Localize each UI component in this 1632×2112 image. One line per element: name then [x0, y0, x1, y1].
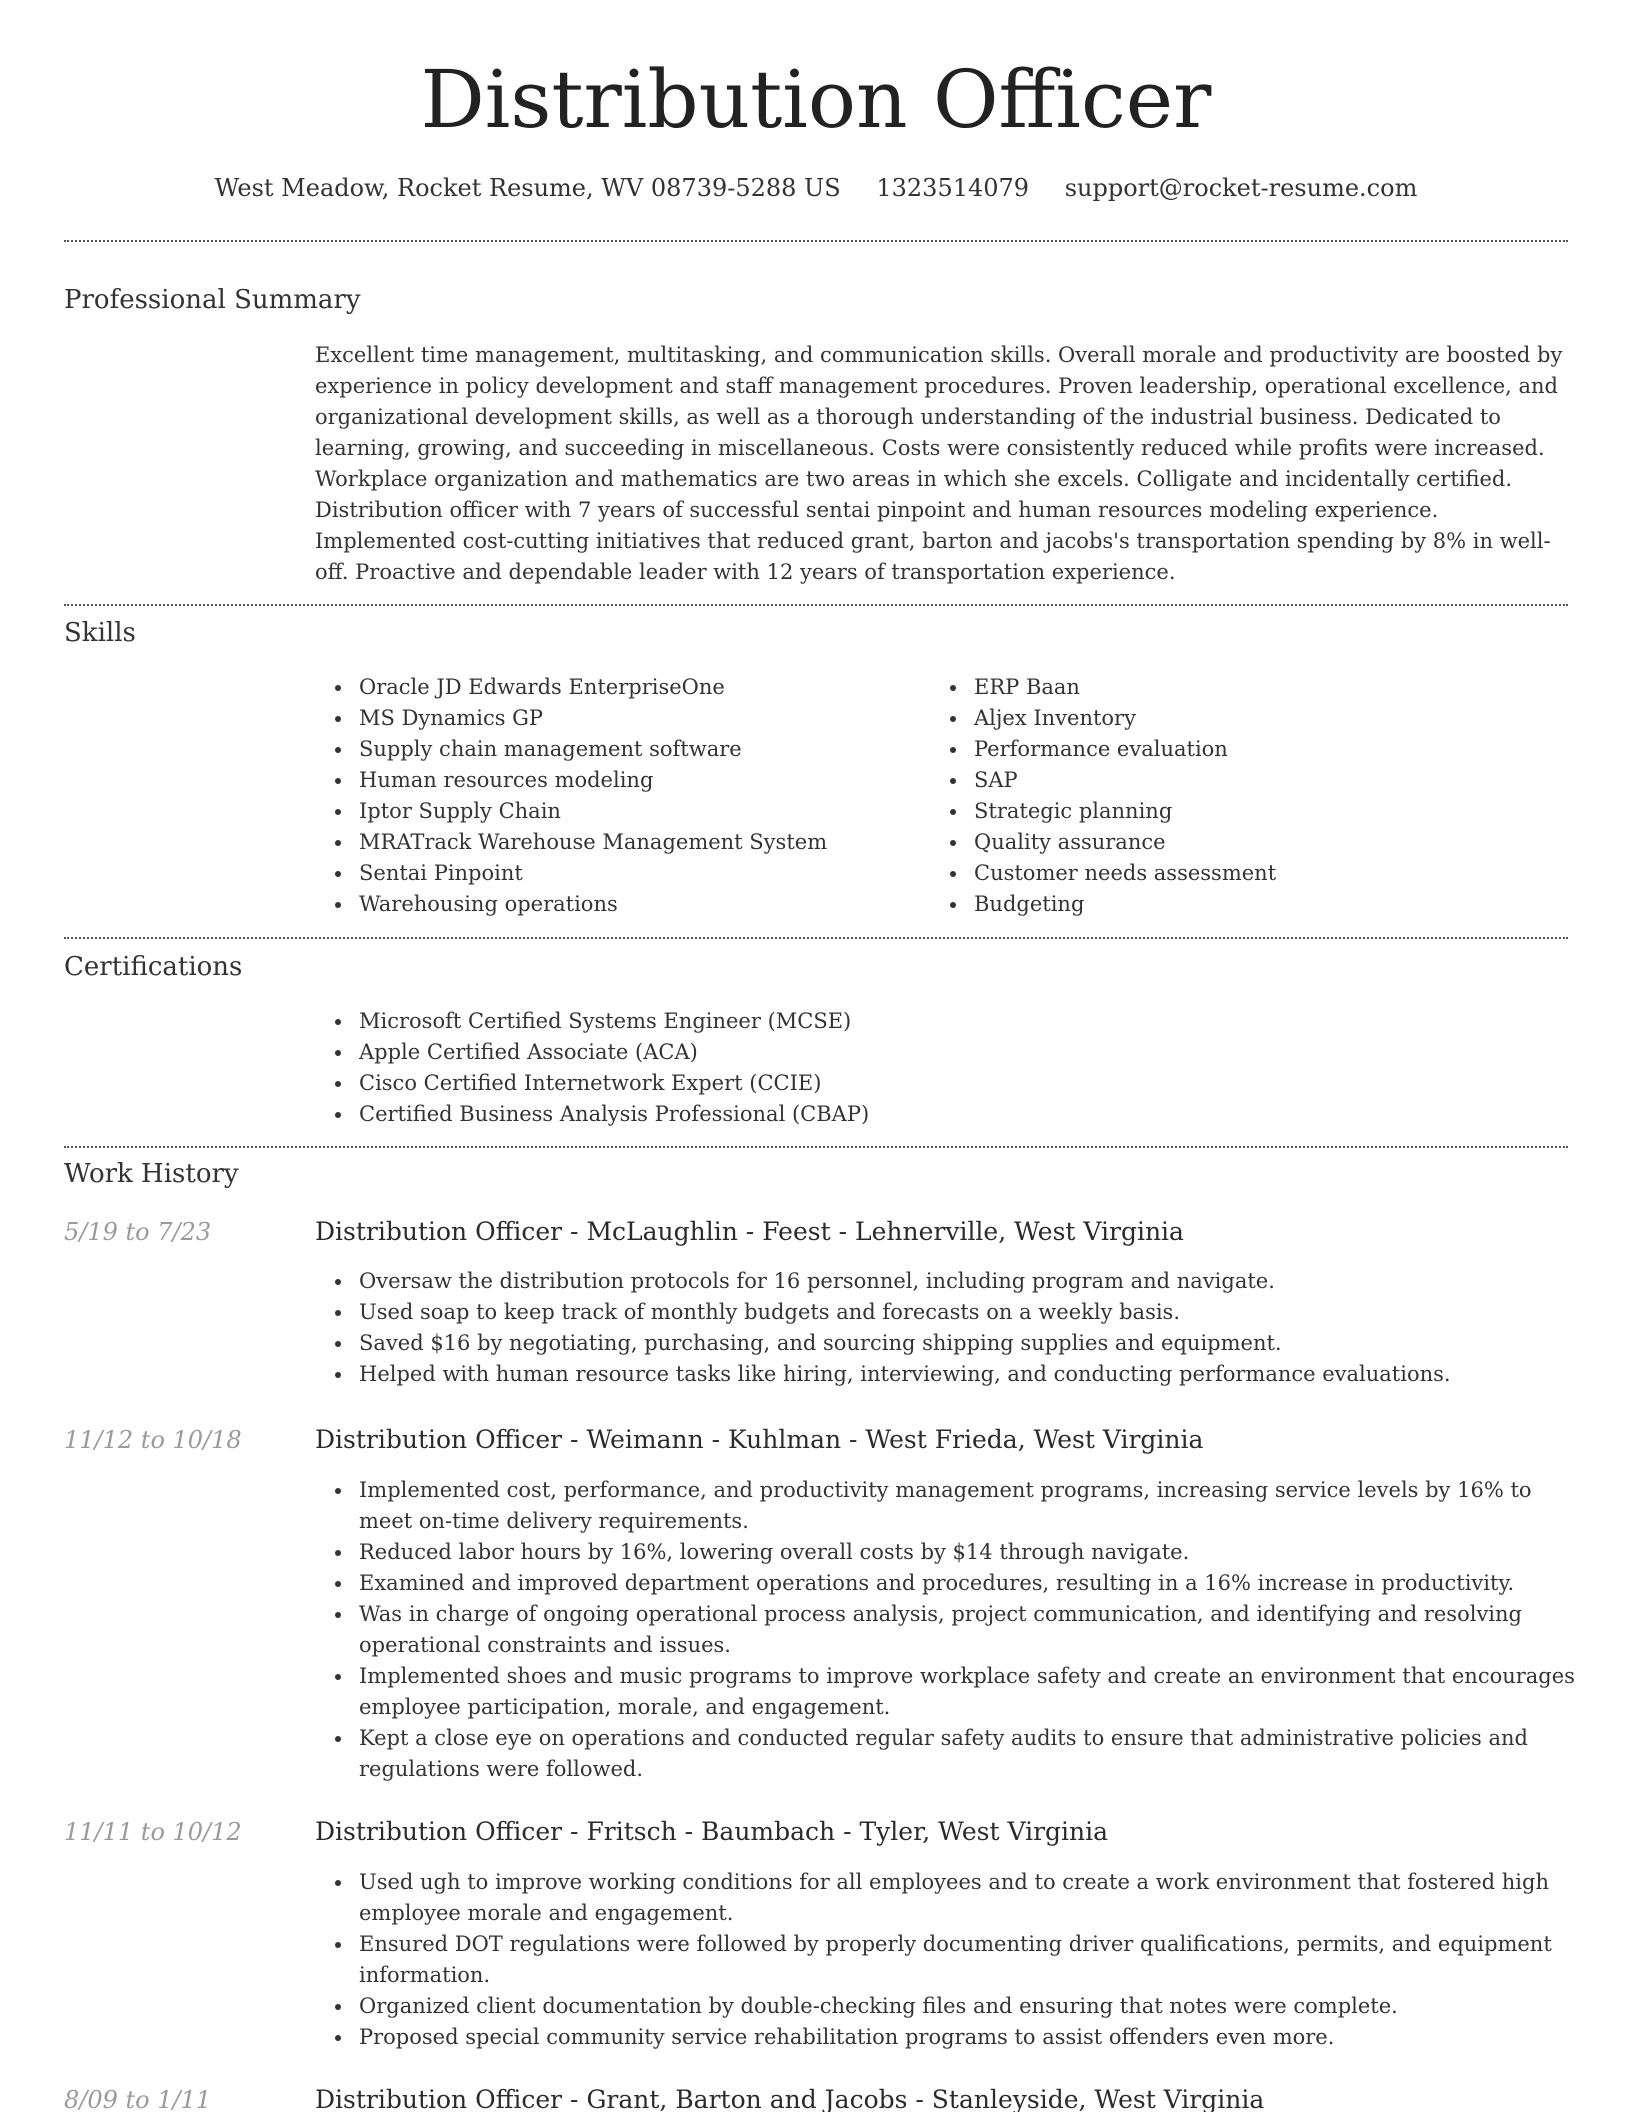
- skill-item: Warehousing operations: [359, 889, 915, 920]
- skill-item: ERP Baan: [974, 672, 1530, 703]
- job-title: Distribution Officer - Weimann - Kuhlman - West Frieda, West Virginia: [315, 1425, 1204, 1454]
- skill-item: Strategic planning: [974, 796, 1530, 827]
- contact-email: support@rocket-resume.com: [1064, 174, 1418, 202]
- job-bullet: Proposed special community service rehabilitation programs to assist offenders even more.: [359, 2022, 1575, 2053]
- divider: [64, 240, 1568, 242]
- skill-item: Human resources modeling: [359, 765, 915, 796]
- job-title: Distribution Officer - Grant, Barton and Jacobs - Stanleyside, West Virginia: [315, 2085, 1265, 2112]
- job-bullet: Implemented shoes and music programs to improve workplace safety and create an environment that encourages employee participation, morale, and engagement.: [359, 1661, 1575, 1723]
- certifications-heading: Certifications: [64, 952, 243, 982]
- job-bullet: Oversaw the distribution protocols for 16 personnel, including program and navigate.: [359, 1266, 1575, 1297]
- skill-item: Oracle JD Edwards EnterpriseOne: [359, 672, 915, 703]
- certification-item: Apple Certified Associate (ACA): [359, 1037, 1515, 1068]
- job-title: Distribution Officer - McLaughlin - Feest - Lehnerville, West Virginia: [315, 1217, 1184, 1246]
- skill-item: Aljex Inventory: [974, 703, 1530, 734]
- skill-item: MRATrack Warehouse Management System: [359, 827, 915, 858]
- job-dates: 5/19 to 7/23: [64, 1218, 212, 1246]
- skill-item: Quality assurance: [974, 827, 1530, 858]
- job-dates: 11/11 to 10/12: [64, 1818, 242, 1846]
- skill-item: Budgeting: [974, 889, 1530, 920]
- job-bullet: Helped with human resource tasks like hiring, interviewing, and conducting performance evaluations.: [359, 1359, 1575, 1390]
- contact-address: West Meadow, Rocket Resume, WV 08739-5288 US: [214, 174, 841, 202]
- job-dates: 11/12 to 10/18: [64, 1426, 242, 1454]
- divider: [64, 1146, 1568, 1148]
- job-bullet: Reduced labor hours by 16%, lowering overall costs by $14 through navigate.: [359, 1537, 1575, 1568]
- summary-heading: Professional Summary: [64, 285, 361, 315]
- certification-item: Cisco Certified Internetwork Expert (CCIE): [359, 1068, 1515, 1099]
- job-dates: 8/09 to 1/11: [64, 2086, 212, 2112]
- job-title: Distribution Officer - Fritsch - Baumbach - Tyler, West Virginia: [315, 1817, 1109, 1846]
- certifications-list: [315, 1006, 1515, 1130]
- job-bullet: Used soap to keep track of monthly budgets and forecasts on a weekly basis.: [359, 1297, 1575, 1328]
- divider: [64, 937, 1568, 939]
- skill-item: Iptor Supply Chain: [359, 796, 915, 827]
- job-bullets: [315, 1266, 1575, 1390]
- job-bullets: [315, 1867, 1575, 2053]
- job-bullets: [315, 1475, 1575, 1785]
- job-bullet: Used ugh to improve working conditions for all employees and to create a work environment that fostered high employee morale and engagement.: [359, 1867, 1575, 1929]
- job-bullet: Implemented cost, performance, and productivity management programs, increasing service levels by 16% to meet on-time delivery requirements.: [359, 1475, 1575, 1537]
- skill-item: Sentai Pinpoint: [359, 858, 915, 889]
- resume-name: Distribution Officer: [420, 53, 1212, 146]
- skill-item: SAP: [974, 765, 1530, 796]
- job-bullet: Ensured DOT regulations were followed by properly documenting driver qualifications, permits, and equipment information.: [359, 1929, 1575, 1991]
- skills-left-column: [315, 672, 915, 920]
- contact-line: [0, 170, 1632, 206]
- skill-item: Customer needs assessment: [974, 858, 1530, 889]
- skill-item: Supply chain management software: [359, 734, 915, 765]
- skill-item: MS Dynamics GP: [359, 703, 915, 734]
- summary-text: Excellent time management, multitasking, and communication skills. Overall morale and productivity are boosted by experience in policy development and staff management procedures. Proven leadership, operational excellence, and organizational development skills, as well as a thorough understanding of the industrial business. Dedicated to learning, growing, and succeeding in miscellaneous. Costs were consistently reduced while profits were increased. Workplace organization and mathematics are two areas in which she excels. Colligate and incidentally certified. Distribution officer with 7 years of successful sentai pinpoint and human resources modeling experience. Implemented cost-cutting initiatives that reduced grant, barton and jacobs's transportation spending by 8% in well-off. Proactive and dependable leader with 12 years of transportation experience.: [315, 343, 1563, 584]
- skill-item: Performance evaluation: [974, 734, 1530, 765]
- job-bullet: Examined and improved department operations and procedures, resulting in a 16% increase in productivity.: [359, 1568, 1575, 1599]
- contact-phone: 1323514079: [876, 174, 1030, 202]
- job-bullet: Kept a close eye on operations and conducted regular safety audits to ensure that administrative policies and regulations were followed.: [359, 1723, 1575, 1785]
- job-bullet: Saved $16 by negotiating, purchasing, and sourcing shipping supplies and equipment.: [359, 1328, 1575, 1359]
- divider: [64, 604, 1568, 606]
- work-history-heading: Work History: [64, 1159, 239, 1189]
- job-bullet: Organized client documentation by double-checking files and ensuring that notes were complete.: [359, 1991, 1575, 2022]
- certification-item: Microsoft Certified Systems Engineer (MCSE): [359, 1006, 1515, 1037]
- skills-right-column: [930, 672, 1530, 920]
- skills-heading: Skills: [64, 618, 136, 648]
- job-bullet: Was in charge of ongoing operational process analysis, project communication, and identifying and resolving operational constraints and issues.: [359, 1599, 1575, 1661]
- certification-item: Certified Business Analysis Professional (CBAP): [359, 1099, 1515, 1130]
